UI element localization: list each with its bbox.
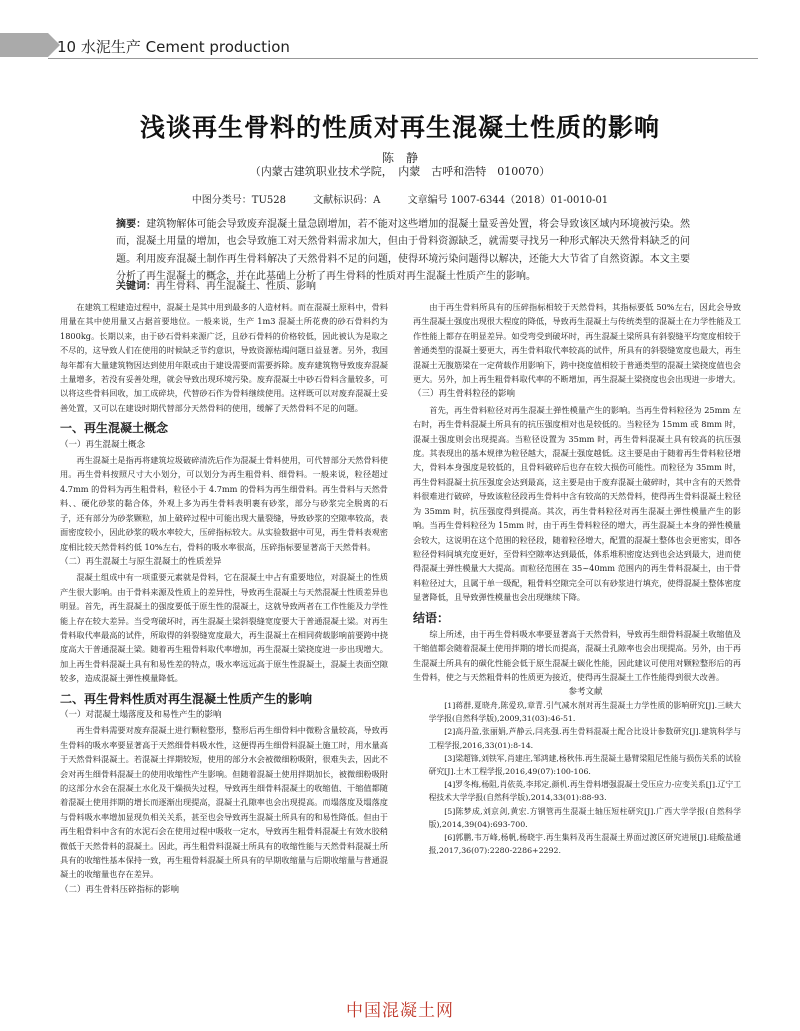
intro-paragraph: 在建筑工程建造过程中，混凝土是其中用到最多的人造材料。而在混凝土原料中，骨料用量在其中使用量又占据首要地位。一般来说，生产 1m3 混凝土所花费的砂石骨料约为 1800kg。长期以来，由于砂石骨料来源广泛，且砂石骨料的价格较低，因此被认为是取之不尽的，这导致人们在使用的时候缺乏节约意识，导致资源枯竭问题日益显著。另外，我国每年都有大量建筑物因达到使用年限或由于建设需要而需要拆除。废弃建筑物导致废弃混凝土量增多，若没有妥善处理，就会导致出现环境污染。废弃混凝土中砂石骨料含量较多，可以将这些骨料回收，加工成碎块，代替砂石作为骨料继续使用。这样既可以对废弃混凝土妥善处置，又可以在建设时期代替部分天然骨料的使用，缓解了天然骨料不足的问题。 (60, 302, 388, 413)
keywords (116, 277, 690, 292)
running-header (57, 36, 290, 57)
conclusion-heading: 结语： (413, 610, 450, 625)
reference-item: [6]郭鹏,韦万峰,杨帆,杨晓宇.再生集料及再生混凝土界面过渡区研究进展[J].硅酸盐通报,2017,36(07):2280-2286+2292. (428, 833, 741, 856)
reference-item: [1]蒋群,夏晓舟,陈爱玖,章青.引气减水剂对再生混凝土力学性质的影响研究[J].三峡大学学报(自然科学版),2009,31(03):46-51. (428, 700, 741, 724)
abstract-label: 摘要： (116, 219, 147, 230)
section-heading-2: 二、再生骨料性质对再生混凝土性质产生的影响 (60, 691, 313, 706)
conclusion-paragraph: 综上所述，由于再生骨料吸水率要显著高于天然骨料，导致再生细骨料混凝土收缩值及干缩值都会随着混凝土使用拌期的增长而提高，混凝土孔隙率也会出现提高。另外，由于再生混凝土所具有的碳化性能会低于原生混凝土碳化性能，因此建议可使用对颗粒整形后的再生骨料，使之与天然粗骨料的性质更为接近，使得再生混凝土工作性能得到很大改善。 (413, 628, 741, 683)
reference-item: [5]陈梦成,刘京剑,黄宏.方钢管再生混凝土轴压短柱研究[J].广西大学学报(自然科学版),2014,39(04):693-700. (428, 806, 741, 829)
header-tab-marker (0, 33, 48, 57)
site-watermark: 中国混凝土网 (346, 1001, 454, 1021)
article-title: 浅谈再生骨料的性质对再生混凝土性质的影响 (139, 113, 660, 142)
header-rule (48, 58, 758, 59)
reference-item: [3]梁超锋,刘铁军,肖建庄,邹鸿建,杨秋伟.再生混凝土悬臂梁阻尼性能与损伤关系的试验研究[J].土木工程学报,2016,49(07):100-106. (428, 753, 741, 776)
abstract (116, 216, 690, 286)
author-affiliation: （内蒙古建筑职业技术学院， 内蒙 古呼和浩特 010070） (249, 165, 551, 178)
classification-number: 中图分类号：TU528 (191, 195, 286, 206)
journal-name-en: Cement production (145, 38, 290, 56)
body-paragraph: 混凝土组成中有一项重要元素就是骨料，它在混凝土中占有重要地位，对混凝土的性质产生很大影响。由于骨料来源及性质上的差异性，导致再生混凝土与天然混凝土性质差异也明显。首先，再生混凝土的强度要低于原生性的混凝土，这就导致两者在工作性能及力学性能上存在较大差异。当受弯破坏时，再生混凝土梁斜裂缝宽度要大于普通混凝土梁。对再生骨料取代率最高的试件，所取得的斜裂缝宽度最大，再生混凝土在相同荷载影响前要跨中挠度高大于普通混凝土梁。随着再生粗骨料取代率增加，再生混凝土梁挠度进一步出现增大。加上再生骨料混凝土具有和易性差的特点，吸水率远远高于原生性混凝土，混凝土表面空隙较多，造成混凝土弹性模量降低。 (60, 572, 388, 684)
body-paragraph: 首先，再生骨料粒径对再生混凝土弹性模量产生的影响。当再生骨料粒径为 25mm 左右时，再生骨料混凝土所具有的抗压强度相对也是较低的。当粒径为 15mm 或 8mm 时，混凝土强度则会出现提高。当粒径设置为 35mm 时，再生骨料混凝土具有较高的抗压强度。其表现出的基本规律为粒径越大，混凝土强度越低。这主要是由于随着再生骨料粒径增大，骨料本身强度是较低的，且骨料破碎后也存在较大损伤可能性。而粒径为 35mm 时，再生骨料混凝土抗压强度会达到最高，这主要是由于废弃混凝土破碎时，其中含有的天然骨料很难进行破碎，导致该粒径段再生骨料中含有较高的天然骨料，使得再生骨料混凝土粒径为 35mm 时，抗压强度得到提高。其次，再生骨料粒径对再生混凝土弹性模量产生的影响。当再生骨料粒径为 15mm 时，由于再生骨料粒径的增大，再生混凝土本身的弹性模量会较大，这说明在这个范围的粒径段，随着粒径增大，配置的混凝土整体也会更密实，即各粒径骨料间填充度更好，至骨料空隙率达到最低，体系堆积密度达到也会达到最大，进而使得混凝土弹性模量大大提高。而粒径范围在 35~40mm 范围内的再生骨料混凝土，由于骨料粒径过大，且属于单一级配，粗骨料空隙完全可以有砂浆进行填充，使得混凝土整体密度显著降低，且导致弹性模量也会出现继续下降。 (413, 404, 741, 603)
references-heading: 参考文献 (568, 686, 603, 697)
section-heading-1: 一、再生混凝土概念 (60, 421, 169, 436)
journal-name-cn: 水泥生产 (80, 38, 141, 56)
classification-line (0, 191, 800, 206)
reference-item: [4]罗冬梅,杨阻,肖依英,李邦定,颜机.再生骨料增强混凝土受压应力-应变关系[J].辽宁工程技术大学学报(自然科学版),2014,33(01):88-93. (428, 780, 741, 803)
body-paragraph: 由于再生骨料所具有的压碎指标相较于天然骨料，其指标要低 50%左右，因此会导致再生混凝土强度出现很大程度的降低，导致再生混凝土与传统类型的混凝土在力学性能及工作性能上都存在明显差异。如受弯受到破坏时，再生混凝土梁所具有斜裂缝平均宽度相较于普通类型的混凝土要更大，再生骨料取代率较高的试件，所具有的斜裂缝宽度也最大，再生混凝土无腹筋梁在一定荷载作用影响下，跨中挠度值相较于普通类型的混凝土梁挠度值也会更大。另外，加上再生粗骨料取代率的不断增加，再生混凝土梁挠度也会出现进一步增大。 (413, 302, 741, 385)
keywords-label: 关键词： (116, 281, 156, 292)
abstract-text: 建筑物解体可能会导致废弃混凝土量急剧增加，若不能对这些增加的混凝土量妥善处置，将会导致该区域内环境被污染。然而，混凝土用量的增加，也会导致施工对天然骨料需求加大，但由于骨料资源缺乏，就需要寻找另一种形式解决天然骨料缺乏的问题。利用废弃混凝土制作再生骨料解决了天然骨料不足的问题，使得环境污染问题得以解决，还能大大节省了自然资源。本文主要分析了再生混凝土的概念，并在此基础上分析了再生骨料的性质对再生混凝土性质产生的影响。 (116, 219, 691, 283)
keywords-text: 再生骨料、再生混凝土、性质、影响 (156, 281, 316, 292)
right-column (413, 300, 741, 860)
subsection-heading: （一）对混凝土塌落度及和易性产生的影响 (60, 709, 222, 720)
author-name: 陈 静 (381, 151, 418, 165)
reference-item: [2]高丹盈,张丽娟,芦静云,闫兆强.再生骨料混凝土配合比设计参数研究[J].建筑科学与工程学报,2016,33(01):8-14. (428, 727, 741, 750)
body-paragraph: 再生骨料需要对废弃混凝土进行颗粒整形，整形后再生细骨料中微粉含量较高，导致再生骨料的吸水率要显著高于天然细骨料吸水性，这便得再生细骨料混凝土施工时，用水量高于天然骨料混凝土。若混凝土拌期较短，使用的部分水会被微细粉吸附，很难失去，因此不会对再生细骨料混凝土的使用收缩性产生影响。但随着混凝土使用拌期加长，被微细粉吸附的这部分水会在混凝土水化及干燥损失过程，导致再生细骨料混凝土的收缩值、干缩值都随着混凝土使用拌期的增长而逐渐出现提高，混凝土孔隙率也会出现提高。而塌落度及塌落度与骨料吸水率增加显现负相关关系，甚至也会导致再生混凝土所具有的和易性降低。但由于再生粗骨料中含有的水泥石会在使用过程中吸收一定水，导致再生粗骨料混凝土有效水胶稍微低于天然骨料的混凝土。因此，再生粗骨料混凝土所具有的收缩性能与天然骨料混凝土所具有的收缩性基本保持一致，再生粗骨料混凝土所具有的早期收缩量与后期收缩量与普通混凝土的收缩量也存在差异。 (60, 725, 388, 880)
body-paragraph: 再生混凝土是指再将建筑垃圾破碎清洗后作为混凝土骨料使用，可代替部分天然骨料使用。再生骨料按照尺寸大小划分，可以划分为再生粗骨料、细骨料。一般来说，粒径超过 4.7mm 的骨料为再生粗骨料，粒径小于 4.7mm 的骨料为再生细骨料。再生骨料与天然骨料、、硬化砂浆的黏合体，外观上多为再生骨料表明裹有砂浆，部分与砂浆完全脱离的石子，还有部分为砂浆颗粒，加上破碎过程中可能出现大量裂缝，导致砂浆的空隙率较高，表面密度较小，因此砂浆的吸水率较大，压碎指标较大。从实验数据中可见，再生骨料表观密度相比较天然骨料约低 10%左右，骨料的吸水率很高，压碎指标要显著高于天然骨料。 (60, 455, 388, 552)
document-code: 文献标识码：A (313, 195, 381, 206)
article-number: 文章编号 1007-6344（2018）01-0010-01 (407, 195, 609, 206)
subsection-heading: （一）再生混凝土概念 (60, 439, 146, 450)
subsection-heading: （三）再生骨料粒径的影响 (413, 389, 516, 400)
left-column (60, 300, 388, 960)
subsection-heading: （二）再生混凝土与原生混凝土的性质差异 (60, 556, 222, 567)
subsection-heading: （二）再生骨料压碎指标的影响 (60, 884, 180, 895)
page-number: 10 (57, 38, 77, 56)
